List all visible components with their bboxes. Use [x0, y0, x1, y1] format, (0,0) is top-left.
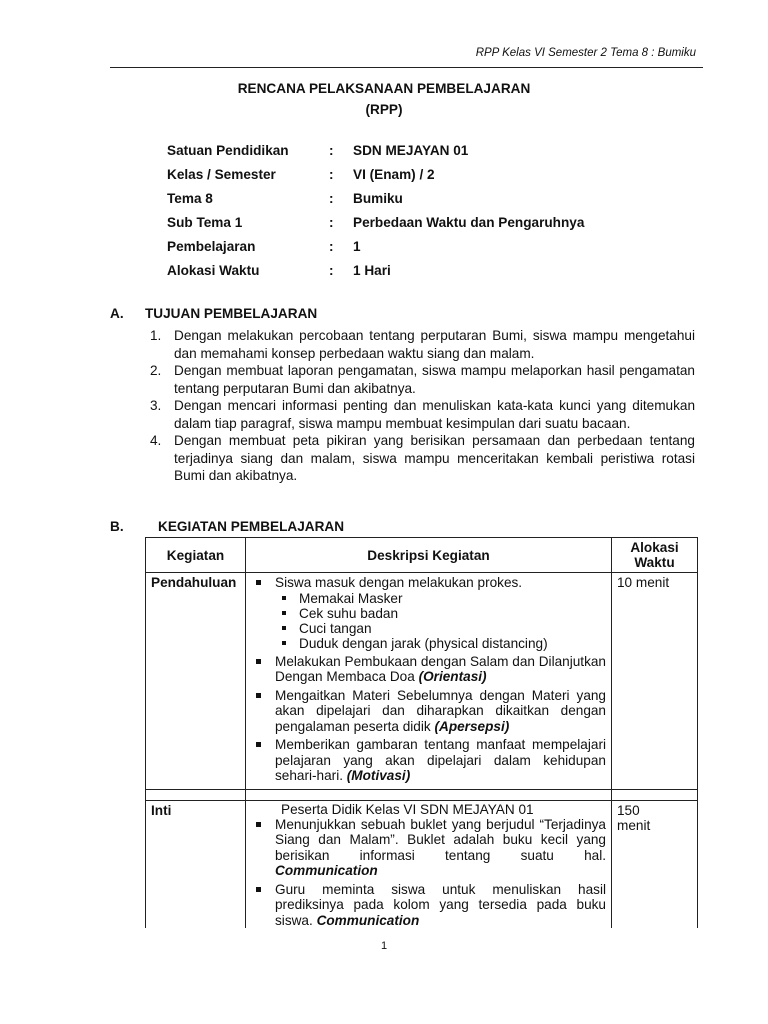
pendahuluan-list — [251, 575, 606, 784]
sub-item: Duduk dengan jarak (physical distancing) — [275, 636, 606, 651]
sub-item: Memakai Masker — [275, 591, 606, 606]
goal-text: Dengan mencari informasi penting dan menuliskan kata-kata kunci yang ditemukan dalam tiap paragraf, siswa mampu membuat kesimpulan dari suatu bacaan. — [174, 398, 695, 431]
identity-key: Kelas / Semester — [167, 167, 276, 182]
stage-inti: Inti — [146, 800, 246, 928]
goal-number: 1. — [150, 328, 162, 343]
sub-item: Cuci tangan — [275, 621, 606, 636]
item-tag: Communication — [316, 912, 420, 928]
identity-key: Sub Tema 1 — [167, 215, 243, 230]
item-tag: Communication — [275, 863, 378, 878]
item-text: Menunjukkan sebuah buklet yang berjudul “Terjadinya Siang dan Malam”. Buklet adalah buku kecil yang berisikan informasi tentang suatu hal. — [275, 816, 606, 863]
list-item — [251, 817, 606, 879]
identity-value: Perbedaan Waktu dan Pengaruhnya — [353, 215, 585, 230]
page-number: 1 — [380, 940, 388, 952]
time-inti-line1: 150 — [617, 802, 640, 818]
goal-number: 3. — [150, 398, 162, 413]
running-header: RPP Kelas VI Semester 2 Tema 8 : Bumiku — [475, 47, 696, 59]
goal-text: Dengan membuat laporan pengamatan, siswa mampu melaporkan hasil pengamatan tentang perputaran Bumi dan akibatnya. — [174, 363, 695, 396]
identity-key: Tema 8 — [167, 191, 213, 206]
stage-pendahuluan: Pendahuluan — [146, 573, 246, 790]
time-inti — [612, 800, 698, 928]
item-text: Melakukan Pembukaan dengan Salam dan Dilanjutkan Dengan Membaca Doa — [275, 653, 606, 684]
item-text: Mengaitkan Materi Sebelumnya dengan Materi yang akan dipelajari dan diharapkan dikaitkan dengan pengalaman peserta didik — [275, 687, 606, 734]
identity-value: 1 — [353, 239, 361, 254]
list-item — [251, 882, 606, 929]
item-tag: (Motivasi) — [346, 768, 411, 783]
section-a-title: TUJUAN PEMBELAJARAN — [145, 306, 318, 321]
identity-sep: : — [329, 143, 334, 158]
section-b-title: KEGIATAN PEMBELAJARAN — [158, 519, 345, 534]
doc-title: RENCANA PELAKSANAAN PEMBELAJARAN — [237, 81, 531, 96]
section-b-label: B. — [110, 519, 124, 534]
identity-value: Bumiku — [353, 191, 403, 206]
prokes-sublist — [275, 591, 606, 651]
identity-value: 1 Hari — [353, 263, 391, 278]
header-alokasi — [612, 538, 698, 573]
list-item — [251, 737, 606, 784]
item-text: Guru meminta siswa untuk menuliskan hasil prediksinya pada kolom yang tersedia pada buku siswa. — [275, 881, 606, 928]
section-a-label: A. — [110, 306, 124, 321]
table-header-row — [146, 538, 698, 573]
item-tag: (Apersepsi) — [434, 718, 510, 734]
goal-number: 2. — [150, 363, 162, 378]
identity-value: SDN MEJAYAN 01 — [353, 143, 469, 158]
table-spacer — [146, 789, 698, 800]
identity-key: Pembelajaran — [167, 239, 256, 254]
table-row — [146, 573, 698, 790]
header-alokasi-line2: Waktu — [634, 555, 675, 570]
table-row — [146, 800, 698, 928]
time-pendahuluan: 10 menit — [612, 573, 698, 790]
list-item — [251, 688, 606, 735]
activities-table — [145, 537, 698, 928]
list-item — [251, 654, 606, 685]
header-alokasi-line1: Alokasi — [630, 540, 679, 555]
goal-text: Dengan membuat peta pikiran yang berisikan persamaan dan perbedaan tentang terjadinya siang dan malam, siswa mampu menceritakan kembali peristiwa rotasi Bumi dan akibatnya. — [174, 433, 695, 483]
header-deskripsi: Deskripsi Kegiatan — [246, 538, 612, 573]
desc-inti — [246, 800, 612, 928]
identity-sep: : — [329, 239, 334, 254]
identity-key: Satuan Pendidikan — [167, 143, 289, 158]
list-item — [251, 575, 606, 651]
inti-title: Peserta Didik Kelas VI SDN MEJAYAN 01 — [281, 801, 534, 817]
inti-list — [251, 817, 606, 929]
time-inti-line2: menit — [617, 817, 651, 833]
identity-value: VI (Enam) / 2 — [353, 167, 435, 182]
goal-number: 4. — [150, 433, 162, 448]
item-text: Memberikan gambaran tentang manfaat mempelajari pelajaran yang akan dipelajari dalam kehidupan sehari-hari. — [275, 737, 606, 783]
identity-sep: : — [329, 167, 334, 182]
header-kegiatan: Kegiatan — [146, 538, 246, 573]
sub-item: Cek suhu badan — [275, 606, 606, 621]
goal-text: Dengan melakukan percobaan tentang perputaran Bumi, siswa mampu mengetahui dan memahami konsep perbedaan waktu siang dan malam. — [174, 328, 695, 361]
desc-pendahuluan — [246, 573, 612, 790]
identity-sep: : — [329, 215, 334, 230]
doc-subtitle: (RPP) — [365, 102, 403, 117]
item-tag: (Orientasi) — [418, 669, 487, 684]
identity-sep: : — [329, 263, 334, 278]
identity-sep: : — [329, 191, 334, 206]
identity-key: Alokasi Waktu — [167, 263, 260, 278]
item-text: Siswa masuk dengan melakukan prokes. — [275, 575, 523, 590]
